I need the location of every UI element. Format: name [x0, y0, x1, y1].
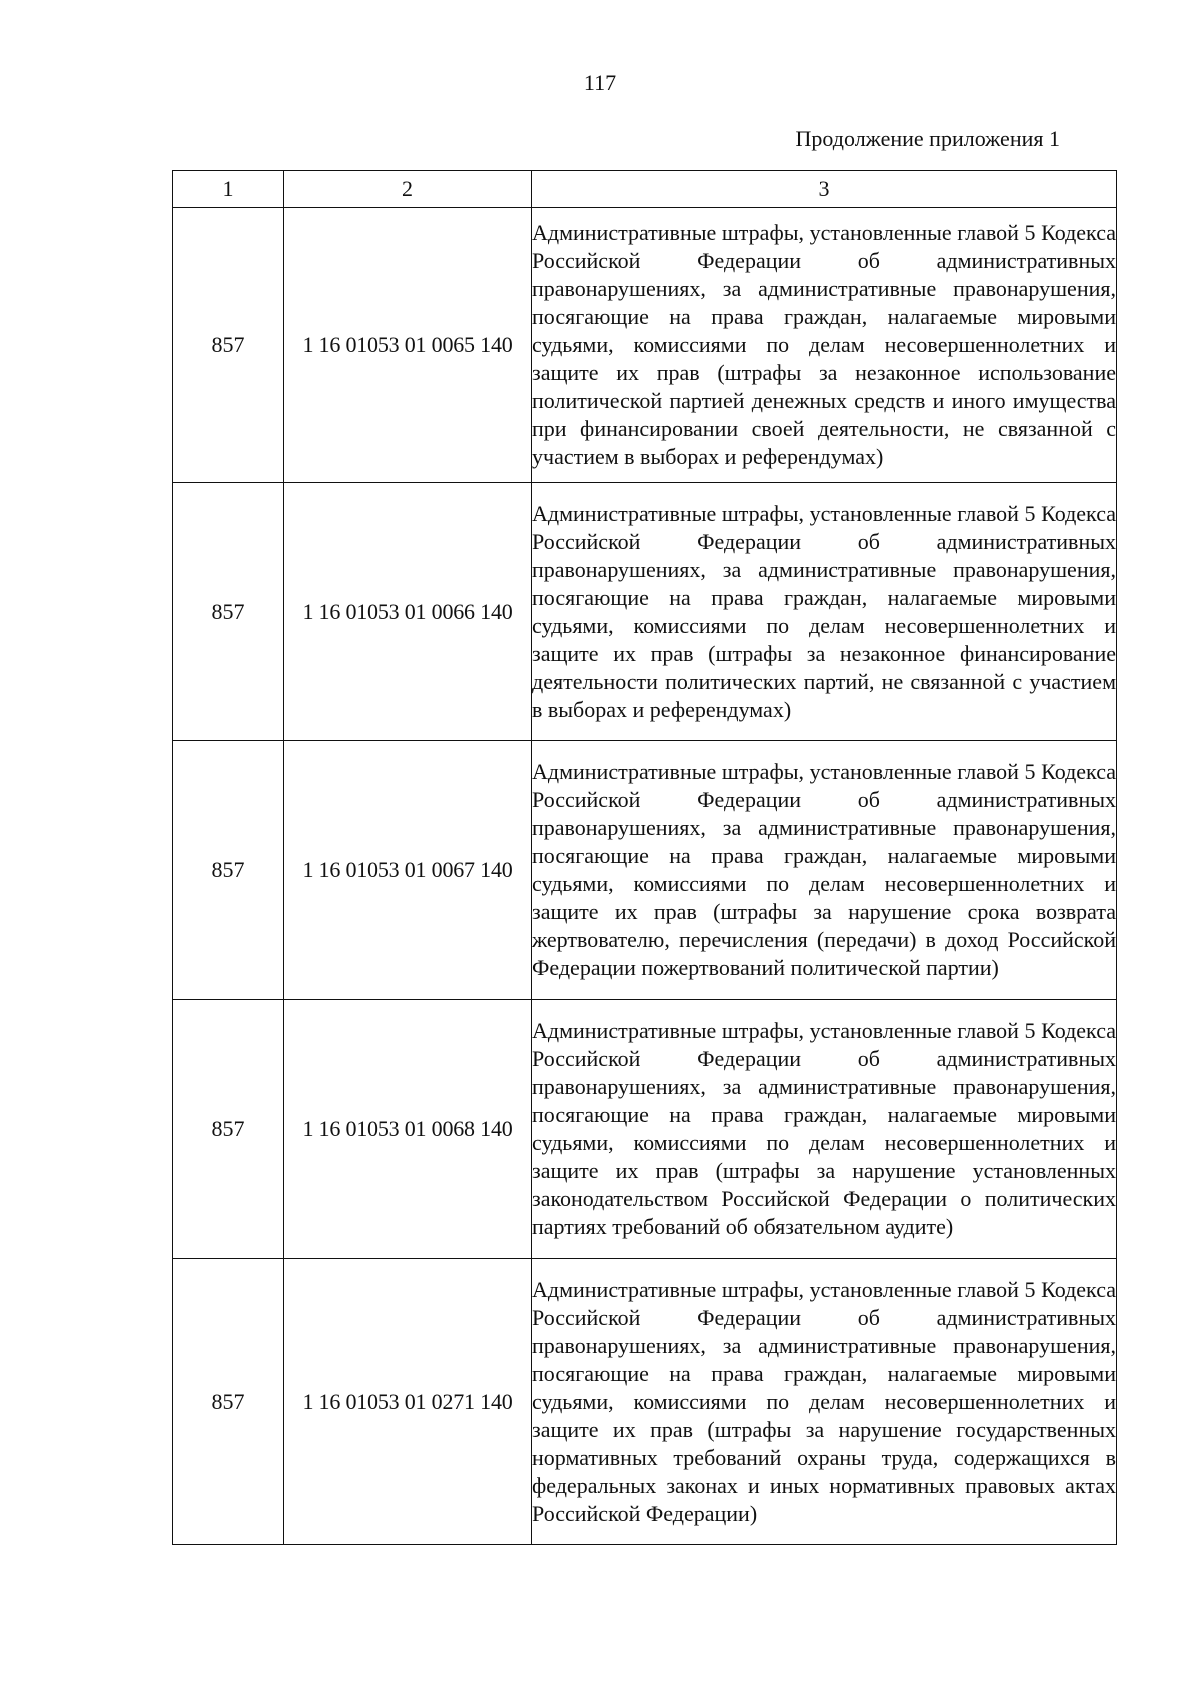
- table-header-row: [173, 171, 1117, 208]
- kbk-code-cell: 1 16 01053 01 0066 140: [284, 483, 532, 741]
- revenue-codes-table: [172, 170, 1117, 1545]
- admin-code-cell: 857: [173, 483, 284, 741]
- description-cell: Административные штрафы, установленные главой 5 Кодекса Российской Федерации об административных правонарушениях, за административные правонарушения, посягающие на права граждан, налагаемые мировыми судьями, комиссиями по делам несовершеннолетних и защите их прав (штрафы за незаконное использование политической партией денежных средств и иного имущества при финансировании своей деятельности, не связанной с участием в выборах и референдумах): [532, 208, 1117, 483]
- column-header-2: 2: [284, 171, 532, 208]
- admin-code-cell: 857: [173, 1000, 284, 1259]
- table-row: [173, 483, 1117, 741]
- description-cell: Административные штрафы, установленные главой 5 Кодекса Российской Федерации об административных правонарушениях, за административные правонарушения, посягающие на права граждан, налагаемые мировыми судьями, комиссиями по делам несовершеннолетних и защите их прав (штрафы за нарушение срока возврата жертвователю, перечисления (передачи) в доход Российской Федерации пожертвований политической партии): [532, 741, 1117, 1000]
- kbk-code-cell: 1 16 01053 01 0271 140: [284, 1259, 532, 1545]
- column-header-1: 1: [173, 171, 284, 208]
- admin-code-cell: 857: [173, 1259, 284, 1545]
- page-number: 117: [583, 70, 617, 95]
- kbk-code-cell: 1 16 01053 01 0067 140: [284, 741, 532, 1000]
- table-row: [173, 208, 1117, 483]
- kbk-code-cell: 1 16 01053 01 0068 140: [284, 1000, 532, 1259]
- column-header-3: 3: [532, 171, 1117, 208]
- admin-code-cell: 857: [173, 741, 284, 1000]
- description-cell: Административные штрафы, установленные главой 5 Кодекса Российской Федерации об административных правонарушениях, за административные правонарушения, посягающие на права граждан, налагаемые мировыми судьями, комиссиями по делам несовершеннолетних и защите их прав (штрафы за нарушение государственных нормативных требований охраны труда, содержащихся в федеральных законах и иных нормативных правовых актах Российской Федерации): [532, 1259, 1117, 1545]
- description-cell: Административные штрафы, установленные главой 5 Кодекса Российской Федерации об административных правонарушениях, за административные правонарушения, посягающие на права граждан, налагаемые мировыми судьями, комиссиями по делам несовершеннолетних и защите их прав (штрафы за незаконное финансирование деятельности политических партий, не связанной с участием в выборах и референдумах): [532, 483, 1117, 741]
- table-row: [173, 1259, 1117, 1545]
- admin-code-cell: 857: [173, 208, 284, 483]
- description-cell: Административные штрафы, установленные главой 5 Кодекса Российской Федерации об административных правонарушениях, за административные правонарушения, посягающие на права граждан, налагаемые мировыми судьями, комиссиями по делам несовершеннолетних и защите их прав (штрафы за нарушение установленных законодательством Российской Федерации о политических партиях требований об обязательном аудите): [532, 1000, 1117, 1259]
- table-row: [173, 1000, 1117, 1259]
- table-row: [173, 741, 1117, 1000]
- kbk-code-cell: 1 16 01053 01 0065 140: [284, 208, 532, 483]
- continuation-label: Продолжение приложения 1: [795, 126, 1060, 151]
